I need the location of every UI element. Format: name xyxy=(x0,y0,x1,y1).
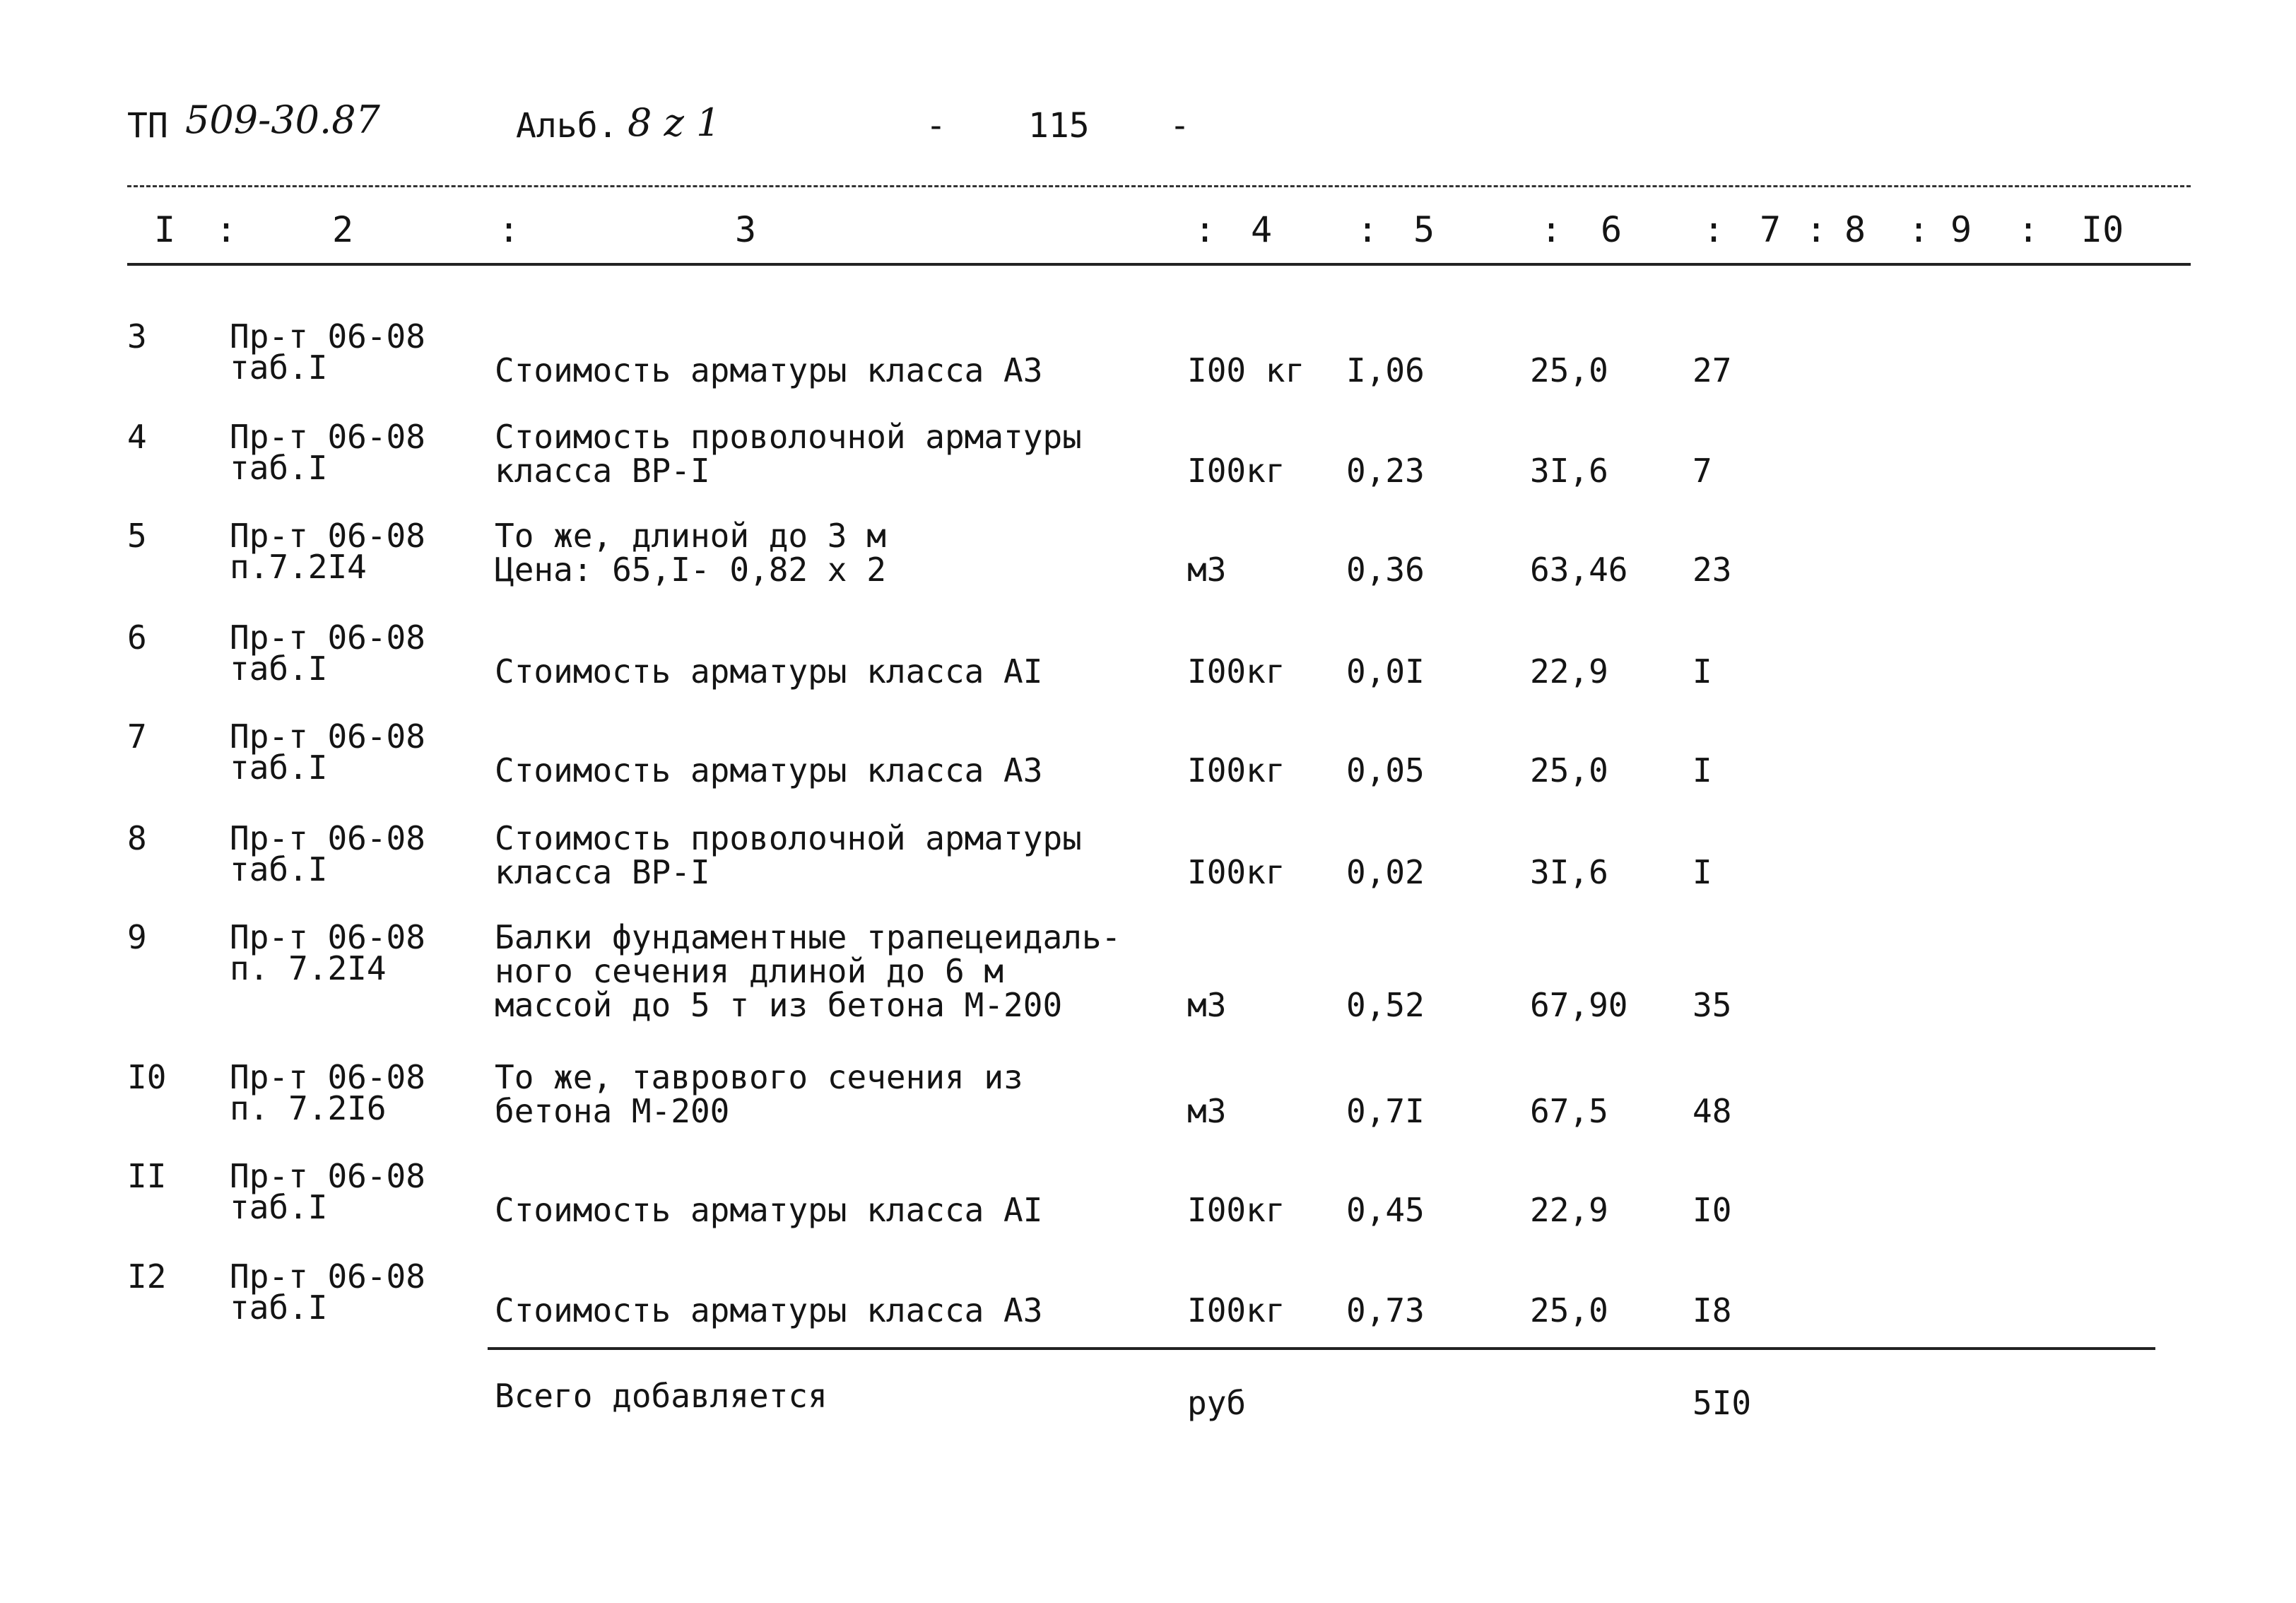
description-line: массой до 5 т из бетона М-200 xyxy=(495,986,1063,1024)
column-separator: : xyxy=(1194,209,1216,250)
doc-number-handwritten: 509-30.87 xyxy=(185,98,380,142)
unit-price-cell: 67,5 xyxy=(1530,1092,1608,1130)
total-value: 5I0 xyxy=(1692,1384,1752,1422)
description-line: Стоимость арматуры класса А3 xyxy=(495,751,1043,789)
column-separator: : xyxy=(1703,209,1725,250)
quantity-cell: 0,02 xyxy=(1346,853,1425,891)
cost-cell: 23 xyxy=(1692,551,1732,589)
reference-line-2: таб.I xyxy=(230,850,328,888)
header-top-rule xyxy=(127,185,2191,187)
reference-line-2: таб.I xyxy=(230,1288,328,1327)
row-number: 9 xyxy=(127,918,147,956)
description-line: То же, длиной до 3 м xyxy=(495,517,886,555)
reference-line-2: таб.I xyxy=(230,1188,328,1226)
reference-line-1: Пр-т 06-08 xyxy=(230,1058,425,1096)
cost-cell: I xyxy=(1692,751,1712,789)
cost-cell: 7 xyxy=(1692,452,1712,490)
column-number: 8 xyxy=(1844,209,1866,250)
header-dash-left: - xyxy=(926,106,946,146)
cost-cell: 35 xyxy=(1692,986,1732,1024)
cost-cell: 48 xyxy=(1692,1092,1732,1130)
quantity-cell: 0,05 xyxy=(1346,751,1425,789)
cost-cell: I xyxy=(1692,652,1712,691)
row-number: 3 xyxy=(127,317,147,356)
unit-cell: I00 кг xyxy=(1187,351,1305,389)
quantity-cell: 0,0I xyxy=(1346,652,1425,691)
unit-cell: м3 xyxy=(1187,986,1227,1024)
unit-price-cell: 25,0 xyxy=(1530,1291,1608,1329)
page-number: 115 xyxy=(1028,106,1090,146)
description-line: Цена: 65,I- 0,82 х 2 xyxy=(495,551,886,589)
reference-line-2: таб.I xyxy=(230,449,328,487)
reference-line-2: таб.I xyxy=(230,748,328,787)
cost-cell: I xyxy=(1692,853,1712,891)
quantity-cell: 0,52 xyxy=(1346,986,1425,1024)
unit-price-cell: 22,9 xyxy=(1530,652,1608,691)
description-line: Балки фундаментные трапецеидаль- xyxy=(495,918,1121,956)
reference-line-1: Пр-т 06-08 xyxy=(230,317,425,356)
quantity-cell: 0,45 xyxy=(1346,1191,1425,1229)
description-line: класса ВР-I xyxy=(495,452,710,490)
unit-price-cell: 3I,6 xyxy=(1530,452,1608,490)
album-handwritten: 8 z 1 xyxy=(628,100,721,145)
reference-line-2: п. 7.2I4 xyxy=(230,949,387,987)
column-separator: : xyxy=(1806,209,1827,250)
description-line: То же, таврового сечения из xyxy=(495,1058,1023,1096)
reference-line-1: Пр-т 06-08 xyxy=(230,517,425,555)
row-number: I2 xyxy=(127,1257,167,1296)
reference-line-1: Пр-т 06-08 xyxy=(230,819,425,857)
unit-price-cell: 3I,6 xyxy=(1530,853,1608,891)
quantity-cell: 0,7I xyxy=(1346,1092,1425,1130)
column-separator: : xyxy=(1908,209,1930,250)
description-line: Стоимость арматуры класса А3 xyxy=(495,351,1043,389)
reference-line-1: Пр-т 06-08 xyxy=(230,1157,425,1195)
description-line: Стоимость проволочной арматуры xyxy=(495,418,1082,456)
reference-line-2: таб.I xyxy=(230,348,328,387)
total-unit: руб xyxy=(1187,1384,1247,1422)
unit-price-cell: 25,0 xyxy=(1530,751,1608,789)
column-number: I xyxy=(154,209,176,250)
description-line: класса ВР-I xyxy=(495,853,710,891)
description-line: Стоимость арматуры класса А3 xyxy=(495,1291,1043,1329)
description-line: ного сечения длиной до 6 м xyxy=(495,952,1004,990)
reference-line-1: Пр-т 06-08 xyxy=(230,918,425,956)
table-bottom-rule xyxy=(488,1347,2155,1350)
reference-line-1: Пр-т 06-08 xyxy=(230,717,425,756)
row-number: 8 xyxy=(127,819,147,857)
reference-line-1: Пр-т 06-08 xyxy=(230,418,425,456)
row-number: 6 xyxy=(127,618,147,657)
unit-price-cell: 22,9 xyxy=(1530,1191,1608,1229)
column-number: 5 xyxy=(1413,209,1435,250)
row-number: 5 xyxy=(127,517,147,555)
unit-price-cell: 67,90 xyxy=(1530,986,1628,1024)
unit-cell: I00кг xyxy=(1187,1291,1285,1329)
row-number: 7 xyxy=(127,717,147,756)
unit-cell: I00кг xyxy=(1187,652,1285,691)
description-line: бетона М-200 xyxy=(495,1092,730,1130)
total-label: Всего добавляется xyxy=(495,1377,828,1415)
unit-cell: I00кг xyxy=(1187,452,1285,490)
description-line: Стоимость арматуры класса АI xyxy=(495,1191,1043,1229)
quantity-cell: 0,36 xyxy=(1346,551,1425,589)
column-number: 3 xyxy=(735,209,757,250)
column-separator: : xyxy=(1541,209,1562,250)
reference-line-1: Пр-т 06-08 xyxy=(230,618,425,657)
unit-price-cell: 63,46 xyxy=(1530,551,1628,589)
column-number: 7 xyxy=(1760,209,1782,250)
unit-price-cell: 25,0 xyxy=(1530,351,1608,389)
unit-cell: м3 xyxy=(1187,1092,1227,1130)
column-number: I0 xyxy=(2081,209,2124,250)
quantity-cell: 0,73 xyxy=(1346,1291,1425,1329)
header-bottom-rule xyxy=(127,263,2191,266)
reference-line-2: п.7.2I4 xyxy=(230,548,367,586)
row-number: 4 xyxy=(127,418,147,456)
row-number: I0 xyxy=(127,1058,167,1096)
unit-cell: I00кг xyxy=(1187,1191,1285,1229)
column-separator: : xyxy=(216,209,237,250)
unit-cell: I00кг xyxy=(1187,751,1285,789)
doc-prefix: ТП xyxy=(127,106,168,146)
column-separator: : xyxy=(1357,209,1379,250)
column-number: 9 xyxy=(1950,209,1972,250)
column-separator: : xyxy=(2018,209,2039,250)
column-number: 4 xyxy=(1251,209,1273,250)
reference-line-2: п. 7.2I6 xyxy=(230,1089,387,1127)
column-number: 6 xyxy=(1601,209,1623,250)
description-line: Стоимость арматуры класса АI xyxy=(495,652,1043,691)
column-number: 2 xyxy=(332,209,354,250)
cost-cell: I8 xyxy=(1692,1291,1732,1329)
header-dash-right: - xyxy=(1170,106,1190,146)
cost-cell: 27 xyxy=(1692,351,1732,389)
column-separator: : xyxy=(498,209,520,250)
album-label: Альб. xyxy=(516,106,618,146)
reference-line-2: таб.I xyxy=(230,650,328,688)
unit-cell: м3 xyxy=(1187,551,1227,589)
cost-cell: I0 xyxy=(1692,1191,1732,1229)
unit-cell: I00кг xyxy=(1187,853,1285,891)
quantity-cell: 0,23 xyxy=(1346,452,1425,490)
quantity-cell: I,06 xyxy=(1346,351,1425,389)
reference-line-1: Пр-т 06-08 xyxy=(230,1257,425,1296)
description-line: Стоимость проволочной арматуры xyxy=(495,819,1082,857)
row-number: II xyxy=(127,1157,167,1195)
